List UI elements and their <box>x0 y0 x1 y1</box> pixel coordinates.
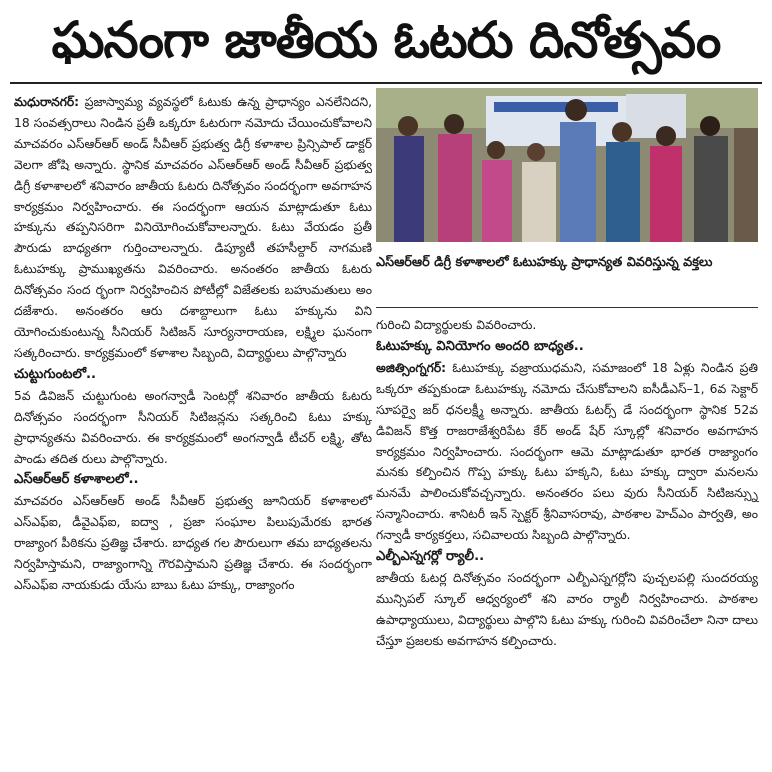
headline-rule <box>10 82 762 84</box>
intro-text: ప్రజాస్వామ్య వ్యవస్థలో ఓటుకు ఉన్న ప్రాధాన్యం ఎనలేనిదని, 18 సంవత్సరాలు నిండిన ప్రతీ ఒక్కరూ ఓటరుగా నమోదు చేయించుకోవాలని మాచవరం ఎస్ఆర్ఆర్ అండ్ సీవీఆర్ ప్రభుత్వ డిగ్రీ కళాశాల ప్రిన్సిపాల్ డాక్టర్ వెలగా జోషి అన్నారు. స్థానిక మాచవరం ఎస్ఆర్ఆర్ అండ్ సీవీఆర్ ప్రభుత్వ డిగ్రీ కళాశాలలో శనివారం జాతీయ ఓటరు దినోత్సవం సందర్భంగా అవగాహన కార్యక్రమం నిర్వహించారు. ఈ సందర్భంగా ఆయన మాట్లాడుతూ ఓటు హక్కును తప్పనిసరిగా వినియోగించుకోవాలన్నారు. ఓటు వేయడం ప్రతీ పౌరుడు బాధ్యతగా గుర్తించాలన్నారు. డిప్యూటీ తహసీల్దార్ నాగమణి ఓటుహక్కు ప్రాముఖ్యతను వివరించారు. అనంతరం జాతీయ ఓటరు దినోత్సవం సంద ర్భంగా నిర్వహించిన పోటీల్లో విజేతలకు బహుమతులు అం దజేశారు. అనంతరం ఆరు దశాబ్దాలుగా ఓటు హక్కును విని యోగించుకుంటున్న సీనియర్ సిటిజన్ సూర్యనారాయణ, లక్ష్మిల ఘనంగా సత్కరించారు. కార్యక్రమంలో కళాశాల సిబ్బంది, విద్యార్థులు పాల్గొన్నారు <box>14 95 372 360</box>
subheading-chuttugunta: చుట్టుగుంటలో.. <box>14 366 97 382</box>
right-column <box>376 315 758 652</box>
photo-illustration <box>376 88 758 242</box>
subheading-vote-duty: ఓటుహక్కు వినియోగం అందరి బాధ్యత.. <box>376 338 584 354</box>
srr-college-text: మాచవరం ఎస్ఆర్ఆర్ అండ్ సీవీఆర్ ప్రభుత్వ జూనియర్ కళాశాలలో ఎస్ఎఫ్ఐ, డీవైఎఫ్ఐ, ఐద్వా , ప్రజా సంఘాల పిలుపుమేరకు భారత రాజ్యాంగ పీఠికను ప్రతిజ్ఞ చేశారు. బాధ్యత గల పౌరులుగా తమ బాధ్యతలను నిర్వహిస్తామని, రాజ్యాంగాన్ని గౌరవిస్తామని ప్రతిజ్ఞ చేశారు. ఈ సందర్భంగా ఎస్ఎఫ్ఐ నాయకుడు యేసు బాబు ఓటు హక్కు, రాజ్యాంగం <box>14 494 372 593</box>
vote-duty-paragraph <box>376 358 758 546</box>
intro-paragraph <box>14 92 372 364</box>
lbs-rally-text: జాతీయ ఓటర్ల దినోత్సవం సందర్భంగా ఎల్బీఎస్నగర్లోని పుచ్చలపల్లి సుందరయ్య మున్సిపల్ స్కూల్ ఆధ్వర్యంలో శని వారం ర్యాలీ నిర్వహించారు. పాఠశాల ఉపాధ్యాయులు, విద్యార్థులు పాల్గొని ఓటు హక్కు గురించి వివరించేలా నినా దాలు చేస్తూ ప్రజలకు అవగాహన కల్పించారు. <box>376 571 758 648</box>
news-photo <box>376 88 758 242</box>
photo-caption: ఎస్ఆర్ఆర్ డిగ్రీ కళాశాలలో ఓటుహక్కు ప్రాధాన్యత వివరిస్తున్న వక్తలు <box>376 246 758 308</box>
chuttugunta-text: 5వ డివిజన్ చుట్టుగుంట అంగన్వాడీ సెంటర్లో శనివారం జాతీయ ఓటరు దినోత్సవం సందర్భంగా సీనియర్ సిటిజన్లను సత్కరించి ఓటు హక్కు ప్రాధాన్యతను వివరించారు. ఈ కార్యక్రమంలో అంగన్వాడీ టీచర్ లక్ష్మి, తోట పాండు తదిత రులు పాల్గొన్నారు. <box>14 388 372 466</box>
headline: ఘనంగా జాతీయ ఓటరు దినోత్సవం <box>51 11 721 69</box>
continued-text: గురించి విద్యార్థులకు వివరించారు. <box>376 318 537 332</box>
subheading-lbs-rally: ఎల్బీఎస్నగర్లో ర్యాలీ.. <box>376 549 485 565</box>
subheading-srr-college: ఎస్ఆర్ఆర్ కళాశాలలో.. <box>14 472 139 488</box>
left-column <box>14 92 372 596</box>
dateline: మధురానగర్: <box>14 95 80 109</box>
dateline-ajithsingnagar: అజిత్సింగ్నగర్: <box>376 360 447 375</box>
vote-duty-text: ఓటుహక్కు వజ్రాయుధమని, సమాజంలో 18 ఏళ్లు నిండిన ప్రతి ఒక్కరూ తప్పకుండా ఓటుహక్కు నమోదు చేసుకోవాలని ఐసీడీఎస్–1, 6వ సెక్టార్ సూపర్వై జర్ ధనలక్ష్మీ అన్నారు. జాతీయ ఓటర్స్ డే సందర్భంగా స్థానిక 52వ డివిజన్ కొత్త రాజరాజేశ్వరిపేట కేర్ అండ్ షేర్ స్కూల్లో శనివారం అవగాహన కార్యక్రమం నిర్వహించారు. సందర్భంగా ఆమె మాట్లాడుతూ భారత రాజ్యాంగం మనకు కల్పించిన గొప్ప హక్కు ఓటు హక్కని, ఓటు హక్కు ద్వారా మనలను మనమే పాలించుకోవచ్చన్నారు. అనంతరం పలు వురు సీనియర్ సిటిజన్స్ను సన్మానించారు. శానిటరీ ఇన్ స్పెక్టర్ శ్రీనివాసరావు, పాఠశాల హెచ్ఎం పార్వతి, అం గన్వాడీ కార్యకర్తలు, సచివాలయ సిబ్బంది పాల్గొన్నారు. <box>376 360 758 543</box>
